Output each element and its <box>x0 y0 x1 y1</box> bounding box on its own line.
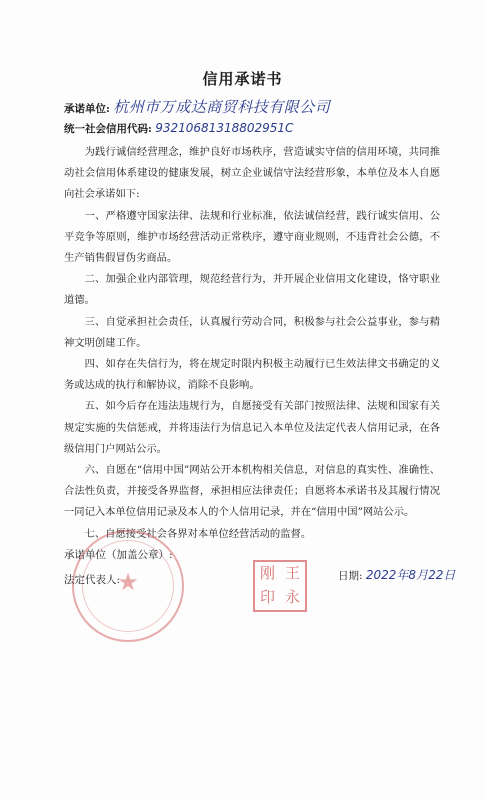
unit-row <box>64 96 330 117</box>
credit-code-row <box>64 121 293 136</box>
seal-char: 王 <box>284 564 300 582</box>
credit-code-label: 统一社会信用代码: <box>64 123 152 135</box>
intro-paragraph: 为践行诚信经营理念，维护良好市场秩序，营造诚实守信的信用环境，共同推动社会信用体系建设的健康发展，树立企业诚信守法经营形象，本单位及本人自愿向社会承诺如下: <box>64 146 440 201</box>
commitment-item-5: 五、如今后存在违法违规行为，自愿接受有关部门按照法律、法规和国家有关规定实施的失信惩戒，并将违法行为信息记入本单位及法定代表人信用记录，在各级信用门户网站公示。 <box>64 400 440 455</box>
personal-name-seal <box>253 560 307 612</box>
commitment-item-3: 三、自觉承担社会责任，认真履行劳动合同，积极参与社会公益事业，参与精神文明创建工作。 <box>64 315 440 349</box>
document-title: 信用承诺书 <box>202 70 283 88</box>
seal-char: 永 <box>284 588 300 606</box>
unit-label: 承诺单位: <box>64 103 110 115</box>
commitment-item-1: 一、严格遵守国家法律、法规和行业标准，依法诚信经营，践行诚实信用、公平竞争等原则，维护市场经营活动正常秩序，遵守商业规则，不违背社会公德，不生产销售假冒伪劣商品。 <box>64 209 440 265</box>
date-handwritten-value: 2022年8月22日 <box>365 568 456 582</box>
date-row <box>338 566 455 583</box>
commitment-item-6: 六、自愿在“信用中国”网站公开本机构相关信息，对信息的真实性、准确性、合法性负责，并接受各界监督，承担相应法律责任；自愿将本承诺书及其履行情况一同记入本单位信用记录及本人的个人信用记录，并在“信用中国”网站公示。 <box>64 464 440 519</box>
commitment-body <box>64 142 440 545</box>
date-label: 日期: <box>338 570 363 582</box>
sign-unit-label: 承诺单位（加盖公章）: <box>64 549 173 561</box>
commitment-item-2: 二、加强企业内部管理，规范经营行为，并开展企业信用文化建设，恪守职业道德。 <box>64 273 440 307</box>
legal-rep-label: 法定代表人: <box>64 574 121 586</box>
seal-char: 印 <box>259 588 275 606</box>
commitment-item-7: 七、自愿接受社会各界对本单位经营活动的监督。 <box>84 527 312 540</box>
seal-char: 刚 <box>259 564 275 582</box>
commitment-item-4: 四、如存在失信行为，将在规定时限内积极主动履行已生效法律文书确定的义务或达成的执行和解协议，消除不良影响。 <box>64 358 440 392</box>
unit-handwritten-value: 杭州市万成达商贸科技有限公司 <box>113 98 331 116</box>
credit-code-handwritten-value: 93210681318802951C <box>155 121 294 135</box>
seal-star-icon: ★ <box>117 568 139 596</box>
